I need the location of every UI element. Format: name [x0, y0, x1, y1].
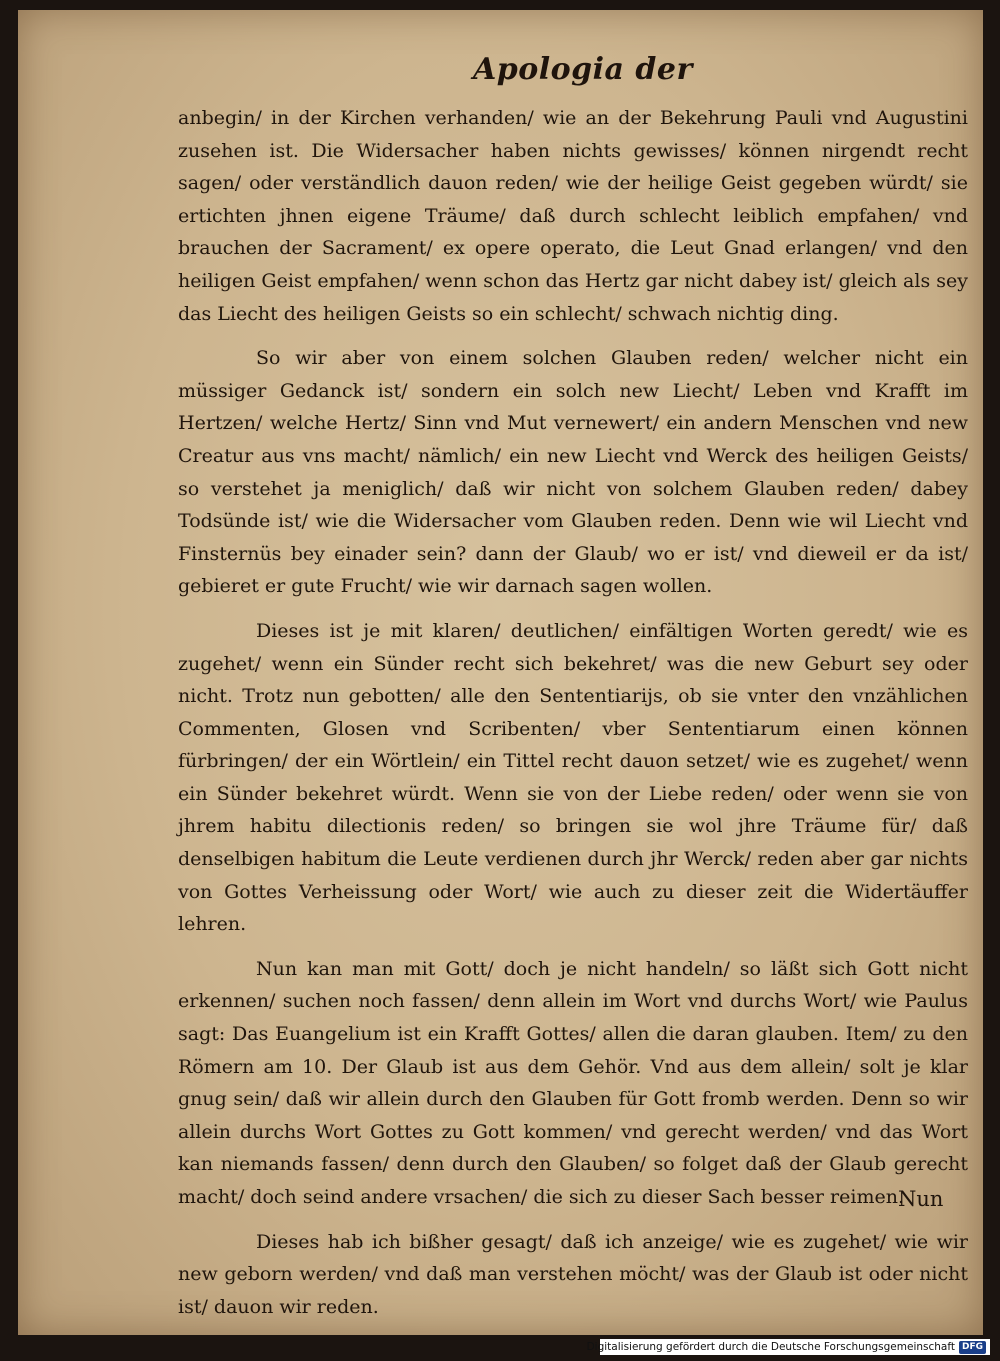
body-text [178, 102, 968, 1335]
paragraph-1: anbegin/ in der Kirchen verhanden/ wie an der Bekehrung Pauli vnd Augustini zusehen ist. Die Widersacher haben nichts gewisses/ können nirgendt recht sagen/ oder verständlich dauon reden/ wie der heilige Geist gegeben würdt/ sie ertichten jhnen eigene Träume/ daß durch schlecht leiblich empfahen/ vnd brauchen der Sacrament/ ex opere operato, die Leut Gnad erlangen/ vnd den heiligen Geist empfahen/ wenn schon das Hertz gar nicht dabey ist/ gleich als sey das Liecht des heiligen Geists so ein schlecht/ schwach nichtig ding. [178, 107, 968, 325]
paragraph-2: So wir aber von einem solchen Glauben reden/ welcher nicht ein müssiger Gedanck ist/ sondern ein solch new Liecht/ Leben vnd Krafft im Hertzen/ welche Hertz/ Sinn vnd Mut vernewert/ ein andern Menschen vnd new Creatur aus vns macht/ nämlich/ ein new Liecht vnd Werck des heiligen Geists/ so verstehet ja meniglich/ daß wir nicht von solchem Glauben reden/ dabey Todsünde ist/ wie die Widersacher vom Glauben reden. Denn wie wil Liecht vnd Finsternüs bey einader sein? dann der Glaub/ wo er ist/ vnd dieweil er da ist/ gebieret er gute Frucht/ wie wir darnach sagen wollen. [178, 347, 968, 598]
digitization-credit [586, 1339, 990, 1355]
catchword: Nun [898, 1187, 944, 1211]
paragraph-3: Dieses ist je mit klaren/ deutlichen/ einfältigen Worten geredt/ wie es zugehet/ wenn ein Sünder recht sich bekehret/ was die new Geburt sey oder nicht. Trotz nun gebotten/ alle den Sententiarijs, ob sie vnter den vnzählichen Commenten, Glosen vnd Scribenten/ vber Sententiarum einen können fürbringen/ der ein Wörtlein/ ein Tittel recht dauon setzet/ wie es zugehet/ wenn ein Sünder bekehret würdt. Wenn sie von der Liebe reden/ oder wenn sie von jhrem habitu dilectionis reden/ so bringen sie wol jhre Träume für/ daß denselbigen habitum die Leute verdienen durch jhr Werck/ reden aber gar nichts von Gottes Verheissung oder Wort/ wie auch zu dieser zeit die Widertäuffer lehren. [178, 619, 968, 936]
paragraph-4: Nun kan man mit Gott/ doch je nicht handeln/ so läßt sich Gott nicht erkennen/ suchen noch fassen/ denn allein im Wort vnd durchs Wort/ wie Paulus sagt: Das Euangelium ist ein Krafft Gottes/ allen die daran glauben. Item/ zu den Römern am 10. Der Glaub ist aus dem Gehör. Vnd aus dem allein/ solt je klar gnug sein/ daß wir allein durch den Glauben für Gott fromb werden. Denn so wir allein durchs Wort Gottes zu Gott kommen/ vnd gerecht werden/ vnd das Wort kan niemands fassen/ denn durch den Glauben/ so folget daß der Glaub gerecht macht/ doch seind andere vrsachen/ die sich zu dieser Sach besser reimen. [178, 957, 968, 1208]
running-title: Apologia der [473, 52, 693, 87]
paragraph-5: Dieses hab ich bißher gesagt/ daß ich anzeige/ wie es zugehet/ wie wir new geborn werden/ vnd daß man verstehen möcht/ was der Glaub ist oder nicht ist/ dauon wir reden. [178, 1230, 968, 1318]
book-page [18, 10, 983, 1335]
credit-text: Digitalisierung gefördert durch die Deutsche Forschungsgemeinschaft [586, 1341, 955, 1353]
dfg-logo-icon: DFG [959, 1341, 986, 1354]
